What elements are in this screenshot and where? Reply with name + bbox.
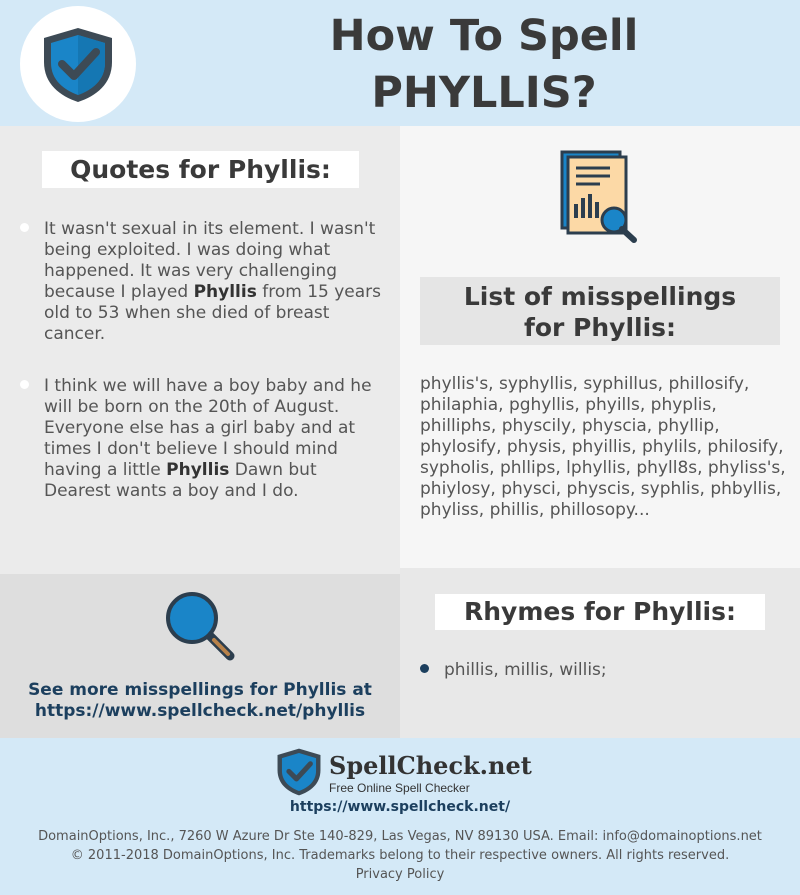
brand-name[interactable]: SpellCheck.net [329,751,532,780]
quote-text: from 15 years old to 53 when she died of breast cancer. [44,282,382,344]
footer [0,738,800,895]
quote-bullet [20,223,29,232]
quote-text: I think we will have a boy baby and he will be born on the 20th of August. Everyone else has a girl baby and at times I don't believe I should mind having a little [44,376,372,480]
rhyme-bullet [420,664,429,673]
quote-highlight: Phyllis [193,282,257,302]
misspellings-title-line: List of misspellings [463,282,737,311]
logo[interactable] [20,6,136,122]
see-more-section [0,574,400,738]
footer-url-link[interactable]: https://www.spellcheck.net/ [289,799,511,815]
misspellings-title-line: for Phyllis: [523,313,677,342]
rhymes-list: phillis, millis, willis; [444,660,607,680]
quote-bullet [20,380,29,389]
see-more-line[interactable]: See more misspellings for Phyllis at [28,680,372,700]
rhymes-section [400,568,800,738]
quote-text: It wasn't sexual in its element. I wasn't being exploited. I was doing what happened. It was very challenging because I played [44,219,376,302]
document-search-icon [560,150,640,244]
shield-check-icon[interactable] [275,747,323,797]
header [0,0,800,126]
brand-tagline: Free Online Spell Checker [329,781,470,795]
see-more-url[interactable]: https://www.spellcheck.net/phyllis [34,701,366,721]
see-more-link[interactable] [10,680,390,722]
quote-text: Dawn but Dearest wants a boy and I do. [44,460,317,501]
page-title [170,8,798,122]
title-line-1: How To Spell [329,11,639,61]
misspellings-section [400,126,800,568]
misspellings-title [420,277,780,345]
quotes-title: Quotes for Phyllis: [42,151,359,188]
rhymes-title: Rhymes for Phyllis: [435,594,765,630]
quote-item [44,219,384,345]
footer-address: DomainOptions, Inc., 7260 W Azure Dr Ste 140-829, Las Vegas, NV 89130 USA. Email: info@domainoptions.net [38,829,762,844]
footer-copyright: © 2011-2018 DomainOptions, Inc. Trademarks belong to their respective owners. All rights reserved. [70,848,730,863]
shield-check-icon [40,26,116,104]
magnifier-icon [164,590,236,662]
misspellings-list: phyllis's, syphyllis, syphillus, phillosify, philaphia, pghyllis, phyills, phyplis, philliphs, physcily, physcia, phyllip, phylosify, physis, phyillis, phylils, philosify, sypholis, phllips, lphyllis, phyll8s, phyliss's, phiylosy, physci, physcis, syphlis, phbyllis, phyliss, phillis, phillosopy... [420,374,786,520]
privacy-policy-link[interactable]: Privacy Policy [355,867,445,882]
title-line-2: PHYLLIS? [371,68,597,118]
quote-highlight: Phyllis [166,460,230,480]
quotes-section [0,126,400,574]
quote-item [44,376,384,502]
